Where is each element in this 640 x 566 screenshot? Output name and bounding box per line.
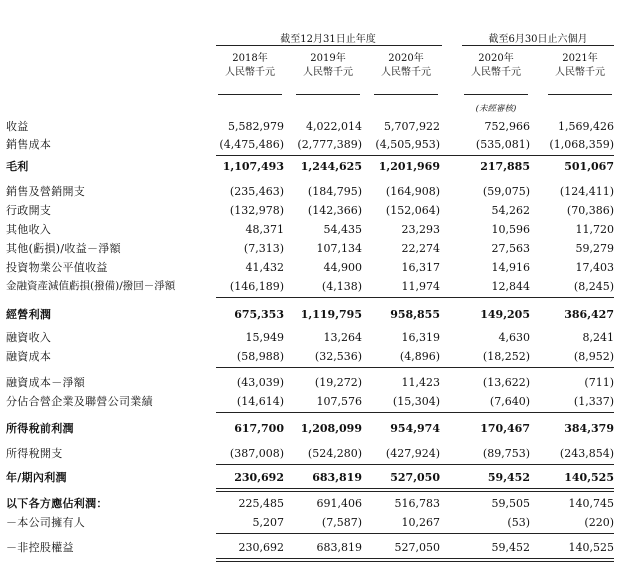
column-header-2020 — [368, 52, 444, 80]
cell-2021-half: (1,337) — [573, 395, 614, 408]
cell-2019: (142,366) — [307, 204, 362, 217]
cell-2020: 958,855 — [390, 308, 440, 321]
cell-2020: 5,707,922 — [384, 120, 440, 133]
cell-2019: 683,819 — [312, 471, 362, 484]
cell-2020-half: 149,205 — [480, 308, 530, 321]
cell-2019: 13,264 — [323, 331, 362, 344]
row-label: 以下各方應佔利潤： — [6, 497, 108, 510]
cell-2018: (387,008) — [229, 447, 284, 460]
column-unit: 人民幣千元 — [471, 67, 521, 78]
cell-2021-half: 384,379 — [564, 422, 614, 435]
cell-2019: 4,022,014 — [306, 120, 362, 133]
column-unit: 人民幣千元 — [381, 67, 431, 78]
cell-2021-half: (220) — [584, 516, 614, 529]
cell-2020-half: (18,252) — [482, 350, 530, 363]
cell-2018: 48,371 — [245, 223, 284, 236]
cell-2021-half: 17,403 — [575, 261, 614, 274]
row-label: 所得稅開支 — [6, 447, 63, 460]
cell-2019: (7,587) — [321, 516, 362, 529]
row-net-finance-costs — [0, 374, 640, 391]
row-admin-expenses — [0, 202, 640, 219]
column-year: 2018年 — [232, 53, 268, 64]
row-share-of-jv-results — [0, 393, 640, 410]
cell-2020: 16,319 — [401, 331, 440, 344]
cell-2020: 527,050 — [394, 541, 440, 554]
row-profit-before-tax — [0, 420, 640, 437]
row-other-gains — [0, 240, 640, 257]
row-label: 年/期內利潤 — [6, 471, 67, 484]
cell-2018: 230,692 — [234, 471, 284, 484]
cell-2018: 230,692 — [238, 541, 284, 554]
column-rule — [548, 94, 612, 95]
cell-2018: (4,475,486) — [219, 138, 284, 151]
cell-2018: (146,189) — [229, 280, 284, 293]
cell-2020: (4,896) — [399, 350, 440, 363]
cell-2020-half: 54,262 — [491, 204, 530, 217]
cell-2020-half: 59,452 — [491, 541, 530, 554]
cell-2020: (15,304) — [392, 395, 440, 408]
cell-2018: 5,207 — [252, 516, 284, 529]
cell-2018: 675,353 — [234, 308, 284, 321]
row-operating-profit — [0, 306, 640, 323]
cell-2020-half: (53) — [507, 516, 530, 529]
cell-2018: 617,700 — [234, 422, 284, 435]
row-label: 分佔合營企業及聯營公司業績 — [6, 395, 153, 408]
cell-2018: (43,039) — [236, 376, 284, 389]
cell-2020-half: 4,630 — [498, 331, 530, 344]
row-label: 毛利 — [6, 160, 29, 173]
cell-2021-half: (711) — [584, 376, 614, 389]
row-finance-income — [0, 329, 640, 346]
column-year: 2021年 — [562, 53, 598, 64]
row-label: 融資成本 — [6, 350, 52, 363]
cell-2019: (184,795) — [307, 185, 362, 198]
cell-2019: 1,244,625 — [300, 160, 362, 173]
cell-2020: 11,423 — [401, 376, 440, 389]
cell-2019: 683,819 — [316, 541, 362, 554]
cell-2021-half: 59,279 — [575, 242, 614, 255]
cell-2020: 527,050 — [390, 471, 440, 484]
row-income-tax — [0, 445, 640, 462]
cell-2020-half: (89,753) — [482, 447, 530, 460]
subtotal-rule — [216, 464, 614, 465]
subtotal-rule — [216, 297, 614, 298]
cell-2021-half: 1,569,426 — [558, 120, 614, 133]
column-year: 2020年 — [388, 53, 424, 64]
cell-2020-half: 59,452 — [487, 471, 530, 484]
row-label: 融資收入 — [6, 331, 52, 344]
group-rule-half — [462, 45, 614, 46]
row-cost-of-sales — [0, 136, 640, 153]
cell-2018: (7,313) — [243, 242, 284, 255]
cell-2018: 41,432 — [245, 261, 284, 274]
cell-2018: 225,485 — [238, 497, 284, 510]
cell-2020-half: (59,075) — [482, 185, 530, 198]
cell-2020: 16,317 — [401, 261, 440, 274]
cell-2021-half: (1,068,359) — [549, 138, 614, 151]
subtotal-rule — [216, 367, 614, 368]
column-rule — [464, 94, 528, 95]
row-selling-expenses — [0, 183, 640, 200]
cell-2020-half: (7,640) — [489, 395, 530, 408]
unaudited-note: (未經審核) — [475, 104, 517, 114]
cell-2018: (58,988) — [236, 350, 284, 363]
cell-2021-half: 8,241 — [582, 331, 614, 344]
row-label: 經營利潤 — [6, 308, 52, 321]
cell-2021-half: (8,952) — [573, 350, 614, 363]
cell-2021-half: 501,067 — [564, 160, 614, 173]
cell-2021-half: (70,386) — [566, 204, 614, 217]
row-label: 收益 — [6, 120, 29, 133]
row-label: 行政開支 — [6, 204, 52, 217]
cell-2018: (235,463) — [229, 185, 284, 198]
row-label: 所得稅前利潤 — [6, 422, 74, 435]
row-label: 融資成本－淨額 — [6, 376, 86, 389]
column-rule — [296, 94, 360, 95]
column-year: 2020年 — [478, 53, 514, 64]
cell-2019: 44,900 — [323, 261, 362, 274]
cell-2020-half: 27,563 — [491, 242, 530, 255]
row-label: 銷售成本 — [6, 138, 52, 151]
cell-2020: 11,974 — [401, 280, 440, 293]
row-gross-profit — [0, 158, 640, 175]
cell-2019: 1,119,795 — [300, 308, 362, 321]
column-rule — [218, 94, 282, 95]
cell-2020: 1,201,969 — [378, 160, 440, 173]
column-header-2020-half — [458, 52, 534, 80]
row-impairment — [0, 278, 640, 295]
column-header-2018 — [212, 52, 288, 80]
row-label: 投資物業公平值收益 — [6, 261, 108, 274]
cell-2019: 107,576 — [316, 395, 362, 408]
cell-2020-half: (13,622) — [482, 376, 530, 389]
cell-2020-half: 170,467 — [480, 422, 530, 435]
row-label: 金融資產減值虧損(撥備)/撥回－淨額 — [6, 280, 176, 292]
row-profit-for-period — [0, 469, 640, 486]
cell-2021-half: 140,525 — [564, 471, 614, 484]
cell-2019: 1,208,099 — [300, 422, 362, 435]
cell-2020: 516,783 — [394, 497, 440, 510]
subtotal-rule — [216, 533, 614, 534]
total-double-rule — [216, 558, 614, 562]
cell-2018: 5,582,979 — [228, 120, 284, 133]
cell-2020-half: 217,885 — [480, 160, 530, 173]
cell-2020: (4,505,953) — [375, 138, 440, 151]
column-rule — [374, 94, 438, 95]
cell-2020: (152,064) — [385, 204, 440, 217]
row-owners-of-company — [0, 514, 640, 531]
column-unit: 人民幣千元 — [303, 67, 353, 78]
cell-2020-half: (535,081) — [475, 138, 530, 151]
cell-2021-half: (8,245) — [573, 280, 614, 293]
cell-2021-half: (124,411) — [559, 185, 614, 198]
row-finance-costs — [0, 348, 640, 365]
cell-2021-half: 140,745 — [568, 497, 614, 510]
cell-2020: 22,274 — [401, 242, 440, 255]
subtotal-rule — [216, 155, 614, 156]
column-header-2019 — [290, 52, 366, 80]
cell-2018: (132,978) — [229, 204, 284, 217]
cell-2020: 954,974 — [390, 422, 440, 435]
cell-2019: 107,134 — [316, 242, 362, 255]
cell-2020-half: 10,596 — [491, 223, 530, 236]
total-double-rule — [216, 488, 614, 492]
cell-2021-half: (243,854) — [559, 447, 614, 460]
row-label: 其他收入 — [6, 223, 52, 236]
column-unit: 人民幣千元 — [225, 67, 275, 78]
cell-2020: 10,267 — [401, 516, 440, 529]
cell-2019: 691,406 — [316, 497, 362, 510]
row-non-controlling-interests — [0, 539, 640, 556]
cell-2019: (19,272) — [314, 376, 362, 389]
cell-2019: (524,280) — [307, 447, 362, 460]
row-label: －非控股權益 — [6, 541, 74, 554]
cell-2019: (32,536) — [314, 350, 362, 363]
group-rule-year — [216, 45, 442, 46]
row-label: －本公司擁有人 — [6, 516, 86, 529]
group-header-half: 截至6月30日止六個月 — [488, 34, 588, 45]
cell-2020-half: 59,505 — [491, 497, 530, 510]
cell-2021-half: 386,427 — [564, 308, 614, 321]
row-other-income — [0, 221, 640, 238]
cell-2019: (4,138) — [321, 280, 362, 293]
cell-2020-half: 14,916 — [491, 261, 530, 274]
cell-2018: (14,614) — [236, 395, 284, 408]
cell-2020-half: 12,844 — [491, 280, 530, 293]
row-label: 其他(虧損)/收益－淨額 — [6, 242, 121, 255]
cell-2020: 23,293 — [401, 223, 440, 236]
column-header-2021-half — [542, 52, 618, 80]
row-label: 銷售及營銷開支 — [6, 185, 86, 198]
cell-2021-half: 11,720 — [575, 223, 614, 236]
cell-2021-half: 140,525 — [568, 541, 614, 554]
column-year: 2019年 — [310, 53, 346, 64]
cell-2018: 15,949 — [245, 331, 284, 344]
cell-2018: 1,107,493 — [222, 160, 284, 173]
row-investment-property-gain — [0, 259, 640, 276]
row-profit-attributable — [0, 495, 640, 512]
group-header-year: 截至12月31日止年度 — [280, 34, 376, 45]
row-revenue — [0, 118, 640, 135]
cell-2019: 54,435 — [323, 223, 362, 236]
cell-2020: (164,908) — [385, 185, 440, 198]
cell-2020-half: 752,966 — [484, 120, 530, 133]
subtotal-rule — [216, 412, 614, 413]
column-unit: 人民幣千元 — [555, 67, 605, 78]
cell-2019: (2,777,389) — [297, 138, 362, 151]
cell-2020: (427,924) — [385, 447, 440, 460]
